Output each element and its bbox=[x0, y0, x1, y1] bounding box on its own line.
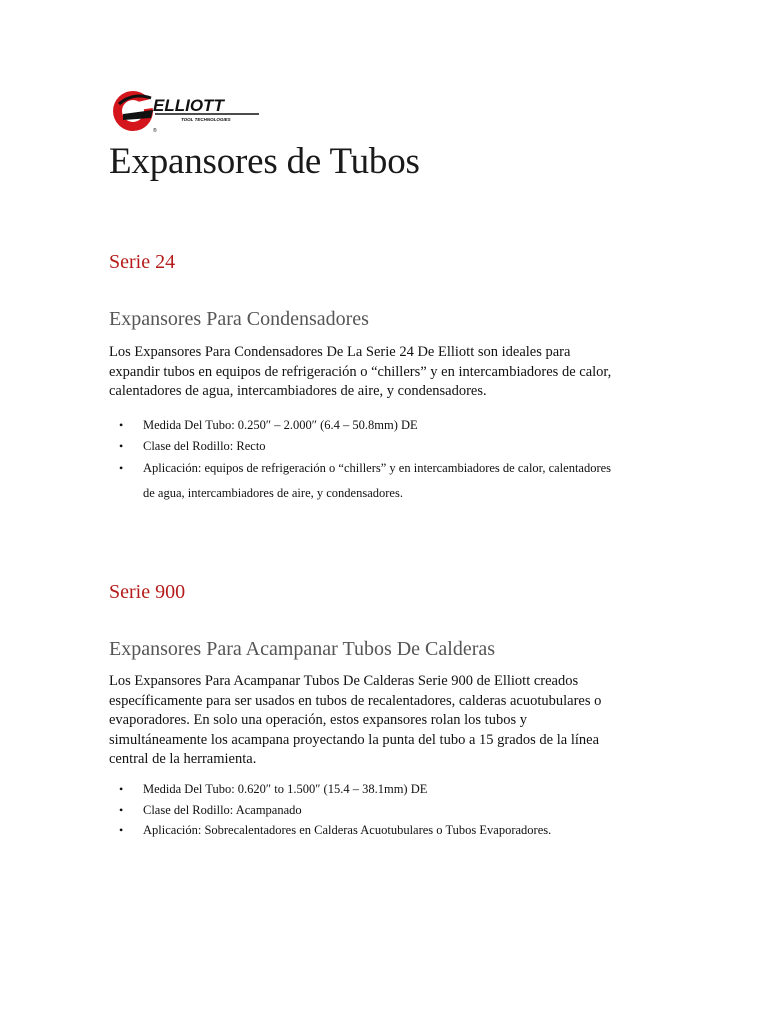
description-line: calentadores de agua, intercambiadores de aire, y condensadores. bbox=[109, 383, 487, 399]
spec-item-application bbox=[109, 456, 669, 506]
description-line: central de la herramienta. bbox=[109, 751, 257, 767]
spec-item-roller-class bbox=[109, 800, 669, 821]
bullet-icon: • bbox=[119, 438, 124, 453]
spec-text: Aplicación: equipos de refrigeración o “chillers” y en intercambiadores de calor, calentadores bbox=[143, 461, 612, 475]
series-24-description bbox=[109, 343, 669, 402]
spec-text: Medida Del Tubo: 0.250″ – 2.000″ (6.4 – 50.8mm) DE bbox=[143, 418, 418, 432]
series-900-subheading: Expansores Para Acampanar Tubos De Calderas bbox=[109, 638, 496, 660]
bullet-icon: • bbox=[119, 782, 124, 796]
description-line: específicamente para ser usados en tubos de recalentadores, calderas acuotubulares o bbox=[109, 692, 602, 709]
description-line: evaporadores. En solo una operación, estos expansores rolan los tubos y bbox=[109, 712, 527, 728]
logo-brand-text: ELLIOTT bbox=[153, 96, 224, 115]
bullet-icon: • bbox=[119, 802, 124, 817]
description-line: Los Expansores Para Acampanar Tubos De Calderas Serie 900 de Elliott creados bbox=[109, 673, 579, 689]
series-24-heading: Serie 24 bbox=[109, 251, 176, 273]
series-900-heading: Serie 900 bbox=[109, 581, 186, 603]
bullet-icon: • bbox=[119, 461, 124, 475]
description-line: Los Expansores Para Condensadores De La Serie 24 De Elliott son ideales para bbox=[109, 344, 571, 360]
bullet-icon: • bbox=[119, 823, 124, 837]
series-24-subheading: Expansores Para Condensadores bbox=[109, 308, 369, 330]
spec-text: Clase del Rodillo: Recto bbox=[143, 438, 266, 453]
series-24-spec-list bbox=[109, 415, 669, 506]
spec-text: de agua, intercambiadores de aire, y condensadores. bbox=[143, 486, 403, 500]
spec-text: Aplicación: Sobrecalentadores en Calderas Acuotubulares o Tubos Evaporadores. bbox=[143, 823, 552, 837]
logo-tagline-text: TOOL TECHNOLOGIES bbox=[181, 117, 231, 122]
description-line: simultáneamente los acampana proyectando la punta del tubo a 15 grados de la línea bbox=[109, 731, 600, 748]
spec-item-tube-size bbox=[109, 415, 669, 436]
series-900-description bbox=[109, 672, 669, 770]
spec-text: Medida Del Tubo: 0.620″ to 1.500″ (15.4 – 38.1mm) DE bbox=[143, 782, 428, 796]
spec-item-roller-class bbox=[109, 436, 669, 457]
page-title: Expansores de Tubos bbox=[109, 141, 420, 182]
elliott-logo bbox=[109, 84, 269, 136]
series-900-spec-list bbox=[109, 779, 669, 841]
spec-text: Clase del Rodillo: Acampanado bbox=[143, 802, 302, 817]
bullet-icon: • bbox=[119, 418, 124, 432]
svg-text:®: ® bbox=[153, 128, 157, 134]
spec-item-application bbox=[109, 820, 669, 841]
spec-item-tube-size bbox=[109, 779, 669, 800]
description-line: expandir tubos en equipos de refrigeración o “chillers” y en intercambiadores de calor, bbox=[109, 363, 612, 380]
